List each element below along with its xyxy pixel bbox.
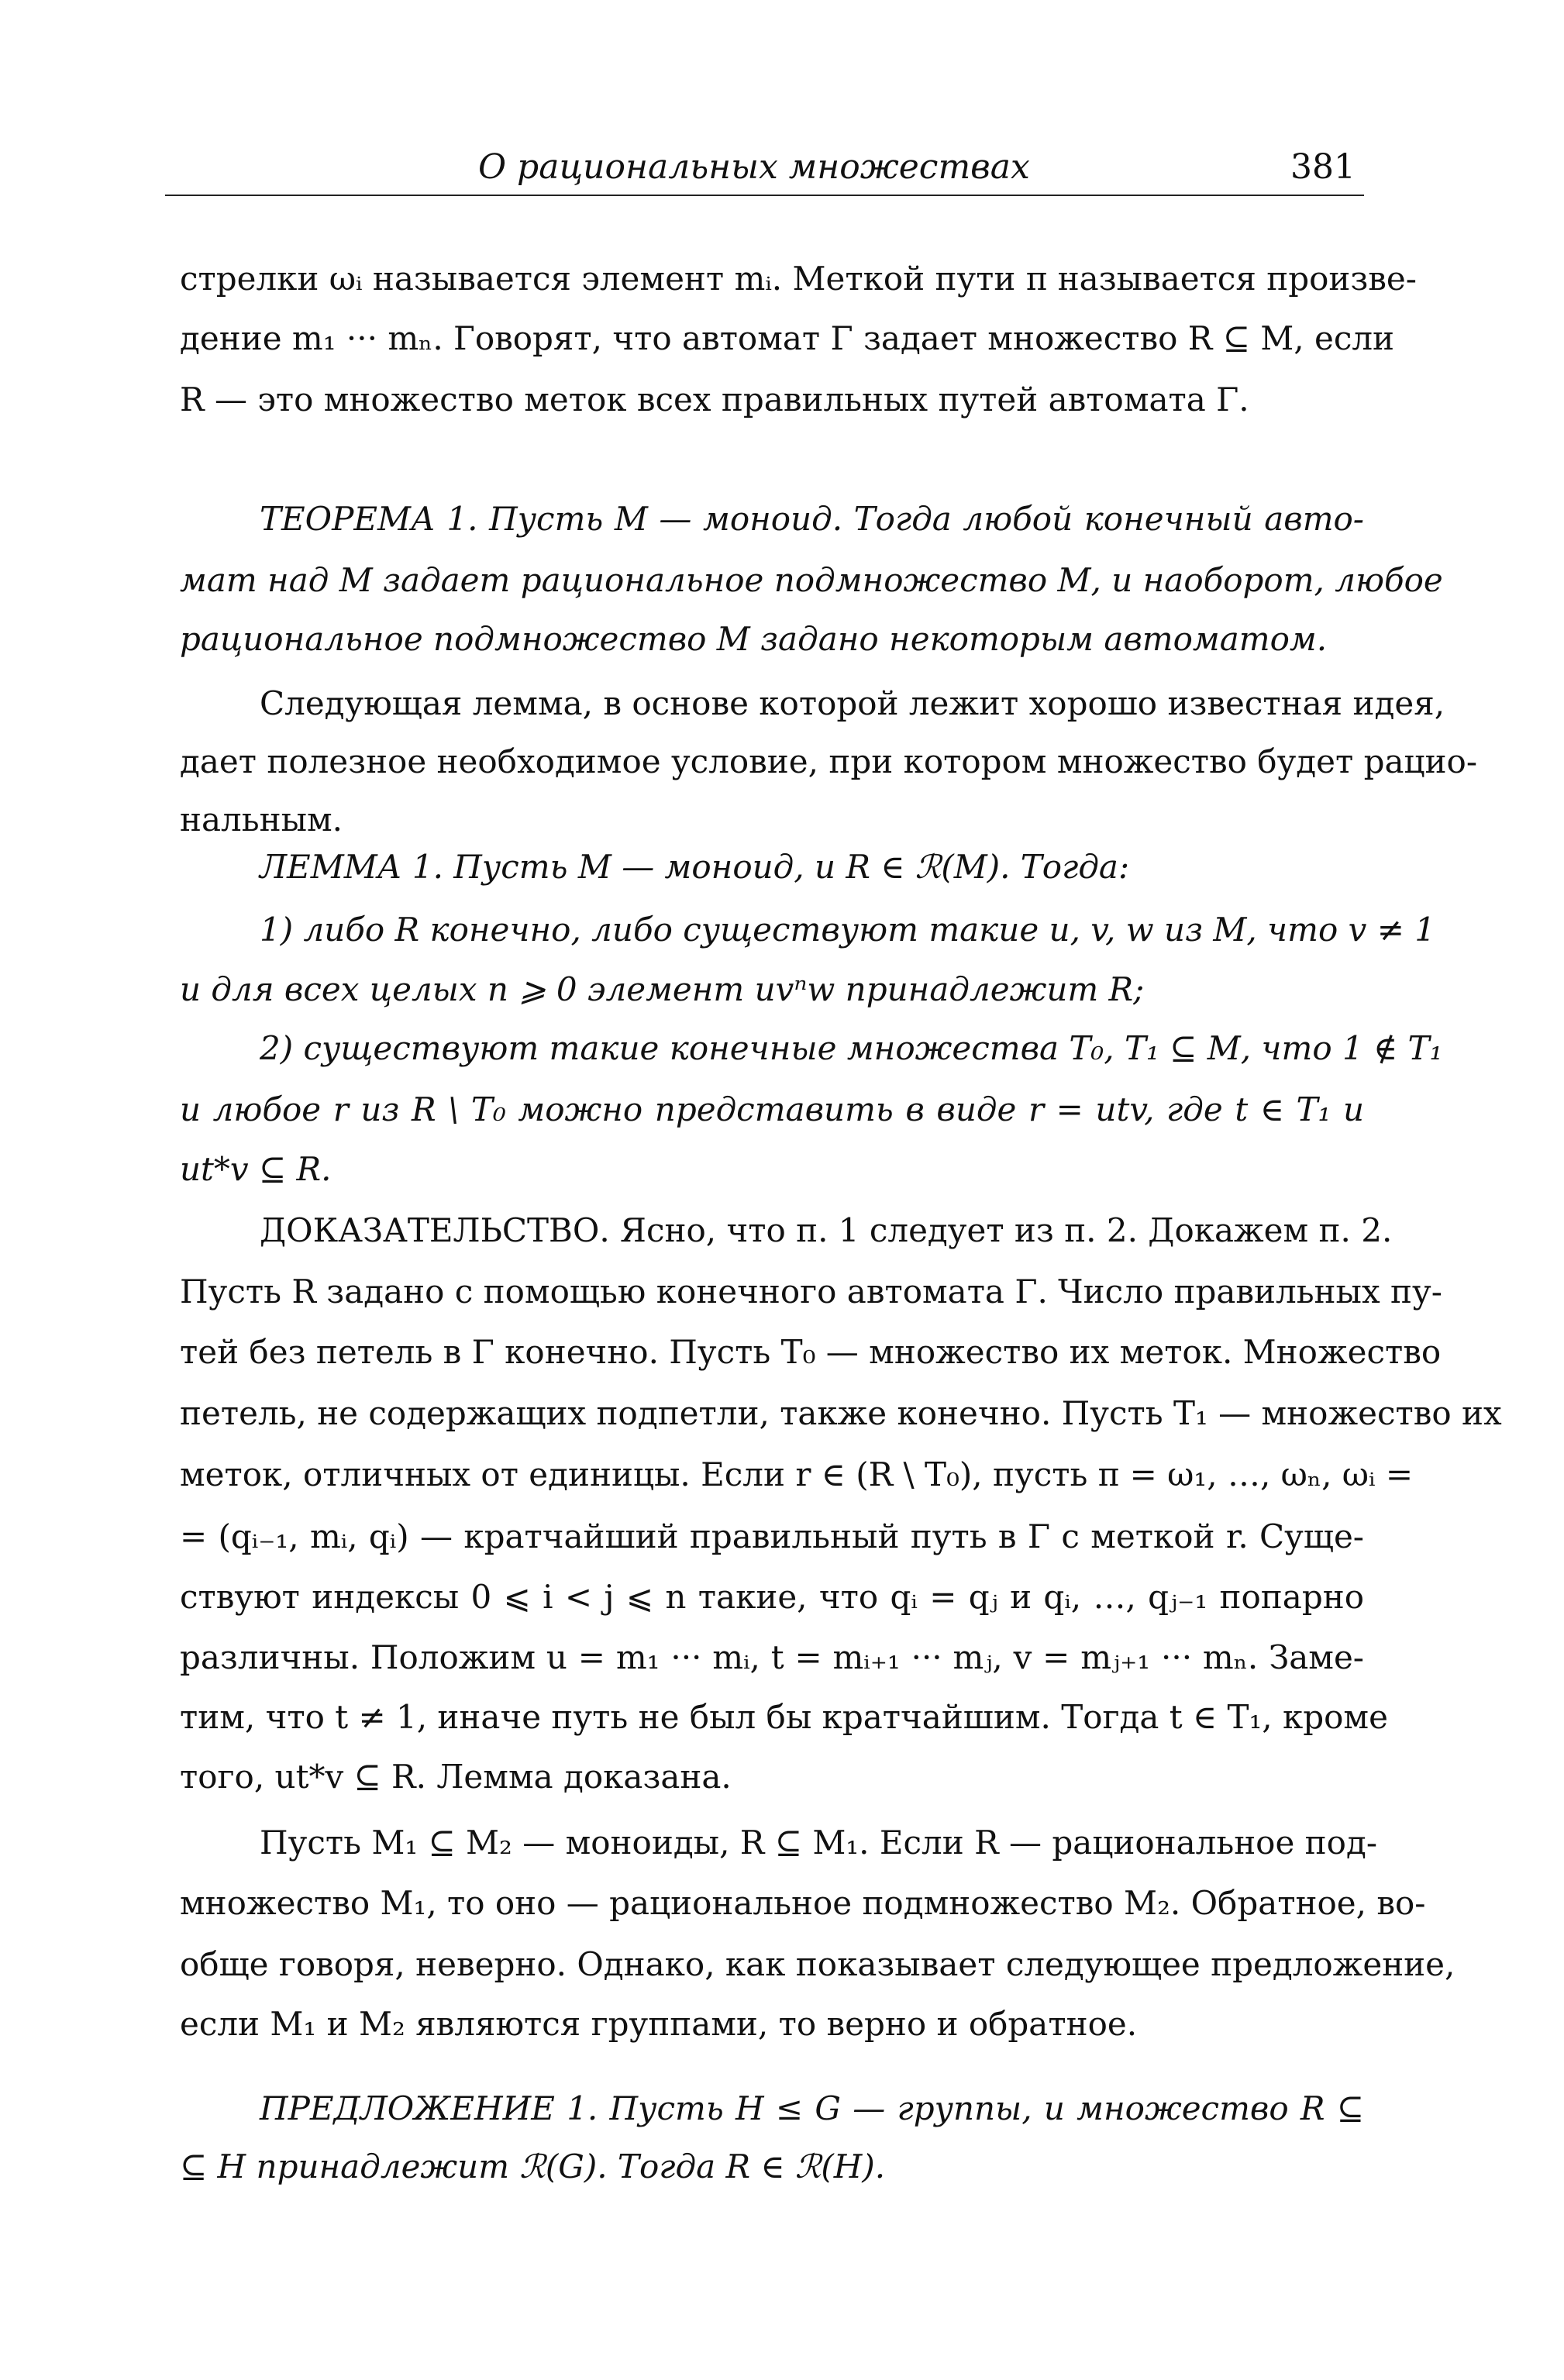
proof-line: Пусть R задано с помощью конечного автомата Γ. Число правильных пу-: [180, 1273, 1442, 1311]
theorem-line: мат над M задает рациональное подмножество M, и наоборот, любое: [180, 561, 1443, 599]
running-header-title: О рациональных множествах: [478, 147, 1030, 187]
lemma-item-2-cont: и любое r из R \ T₀ можно представить в виде r = utv, где t ∈ T₁ и: [180, 1090, 1364, 1128]
text-line: нальным.: [180, 801, 343, 839]
theorem-line: рациональное подмножество M задано некоторым автоматом.: [180, 620, 1328, 658]
text-line: множество M₁, то оно — рациональное подмножество M₂. Обратное, во-: [180, 1884, 1426, 1922]
lemma-item-1: 1) либо R конечно, либо существуют такие u, v, w из M, что v ≠ 1: [260, 911, 1435, 949]
proof-line: ДОКАЗАТЕЛЬСТВО. Ясно, что п. 1 следует из п. 2. Докажем п. 2.: [260, 1211, 1393, 1249]
text-line: R — это множество меток всех правильных путей автомата Γ.: [180, 381, 1249, 418]
lemma-item-2-end: ut*v ⊆ R.: [180, 1150, 332, 1188]
header-rule: [165, 195, 1364, 196]
proposition-line: ПРЕДЛОЖЕНИЕ 1. Пусть H ≤ G — группы, и множество R ⊆: [260, 2089, 1364, 2127]
proof-line: = (qᵢ₋₁, mᵢ, qᵢ) — кратчайший правильный путь в Γ с меткой r. Суще-: [180, 1517, 1364, 1555]
text-line: обще говоря, неверно. Однако, как показывает следующее предложение,: [180, 1945, 1455, 1983]
page-number: 381: [1290, 147, 1356, 187]
proof-line: тим, что t ≠ 1, иначе путь не был бы кратчайшим. Тогда t ∈ T₁, кроме: [180, 1698, 1388, 1736]
lemma-heading: ЛЕММА 1. Пусть M — моноид, и R ∈ ℛ(M). Тогда:: [260, 848, 1130, 886]
proposition-line: ⊆ H принадлежит ℛ(G). Тогда R ∈ ℛ(H).: [180, 2148, 886, 2185]
proof-line: того, ut*v ⊆ R. Лемма доказана.: [180, 1758, 732, 1796]
proof-line: ствуют индексы 0 ⩽ i < j ⩽ n такие, что qᵢ = qⱼ и qᵢ, …, qⱼ₋₁ попарно: [180, 1578, 1364, 1616]
lemma-item-2: 2) существуют такие конечные множества T₀, T₁ ⊆ M, что 1 ∉ T₁: [260, 1029, 1443, 1067]
proof-line: петель, не содержащих подпетли, также конечно. Пусть T₁ — множество их: [180, 1394, 1502, 1432]
proof-line: тей без петель в Γ конечно. Пусть T₀ — множество их меток. Множество: [180, 1333, 1442, 1371]
text-line: Следующая лемма, в основе которой лежит хорошо известная идея,: [260, 684, 1445, 722]
proof-line: меток, отличных от единицы. Если r ∈ (R \ T₀), пусть π = ω₁, …, ωₙ, ωᵢ =: [180, 1455, 1414, 1493]
theorem-line: ТЕОРЕМА 1. Пусть M — моноид. Тогда любой конечный авто-: [260, 500, 1364, 538]
text-line: дает полезное необходимое условие, при котором множество будет рацио-: [180, 742, 1478, 780]
text-line: если M₁ и M₂ являются группами, то верно и обратное.: [180, 2005, 1138, 2043]
lemma-item-1-cont: и для всех целых n ⩾ 0 элемент uvⁿw принадлежит R;: [180, 970, 1145, 1008]
text-line: дение m₁ ··· mₙ. Говорят, что автомат Γ задает множество R ⊆ M, если: [180, 319, 1395, 357]
text-line: Пусть M₁ ⊆ M₂ — моноиды, R ⊆ M₁. Если R — рациональное под-: [260, 1824, 1378, 1862]
proof-line: различны. Положим u = m₁ ··· mᵢ, t = mᵢ₊₁ ··· mⱼ, v = mⱼ₊₁ ··· mₙ. Заме-: [180, 1638, 1364, 1676]
text-line: стрелки ωᵢ называется элемент mᵢ. Меткой пути π называется произве-: [180, 260, 1417, 298]
